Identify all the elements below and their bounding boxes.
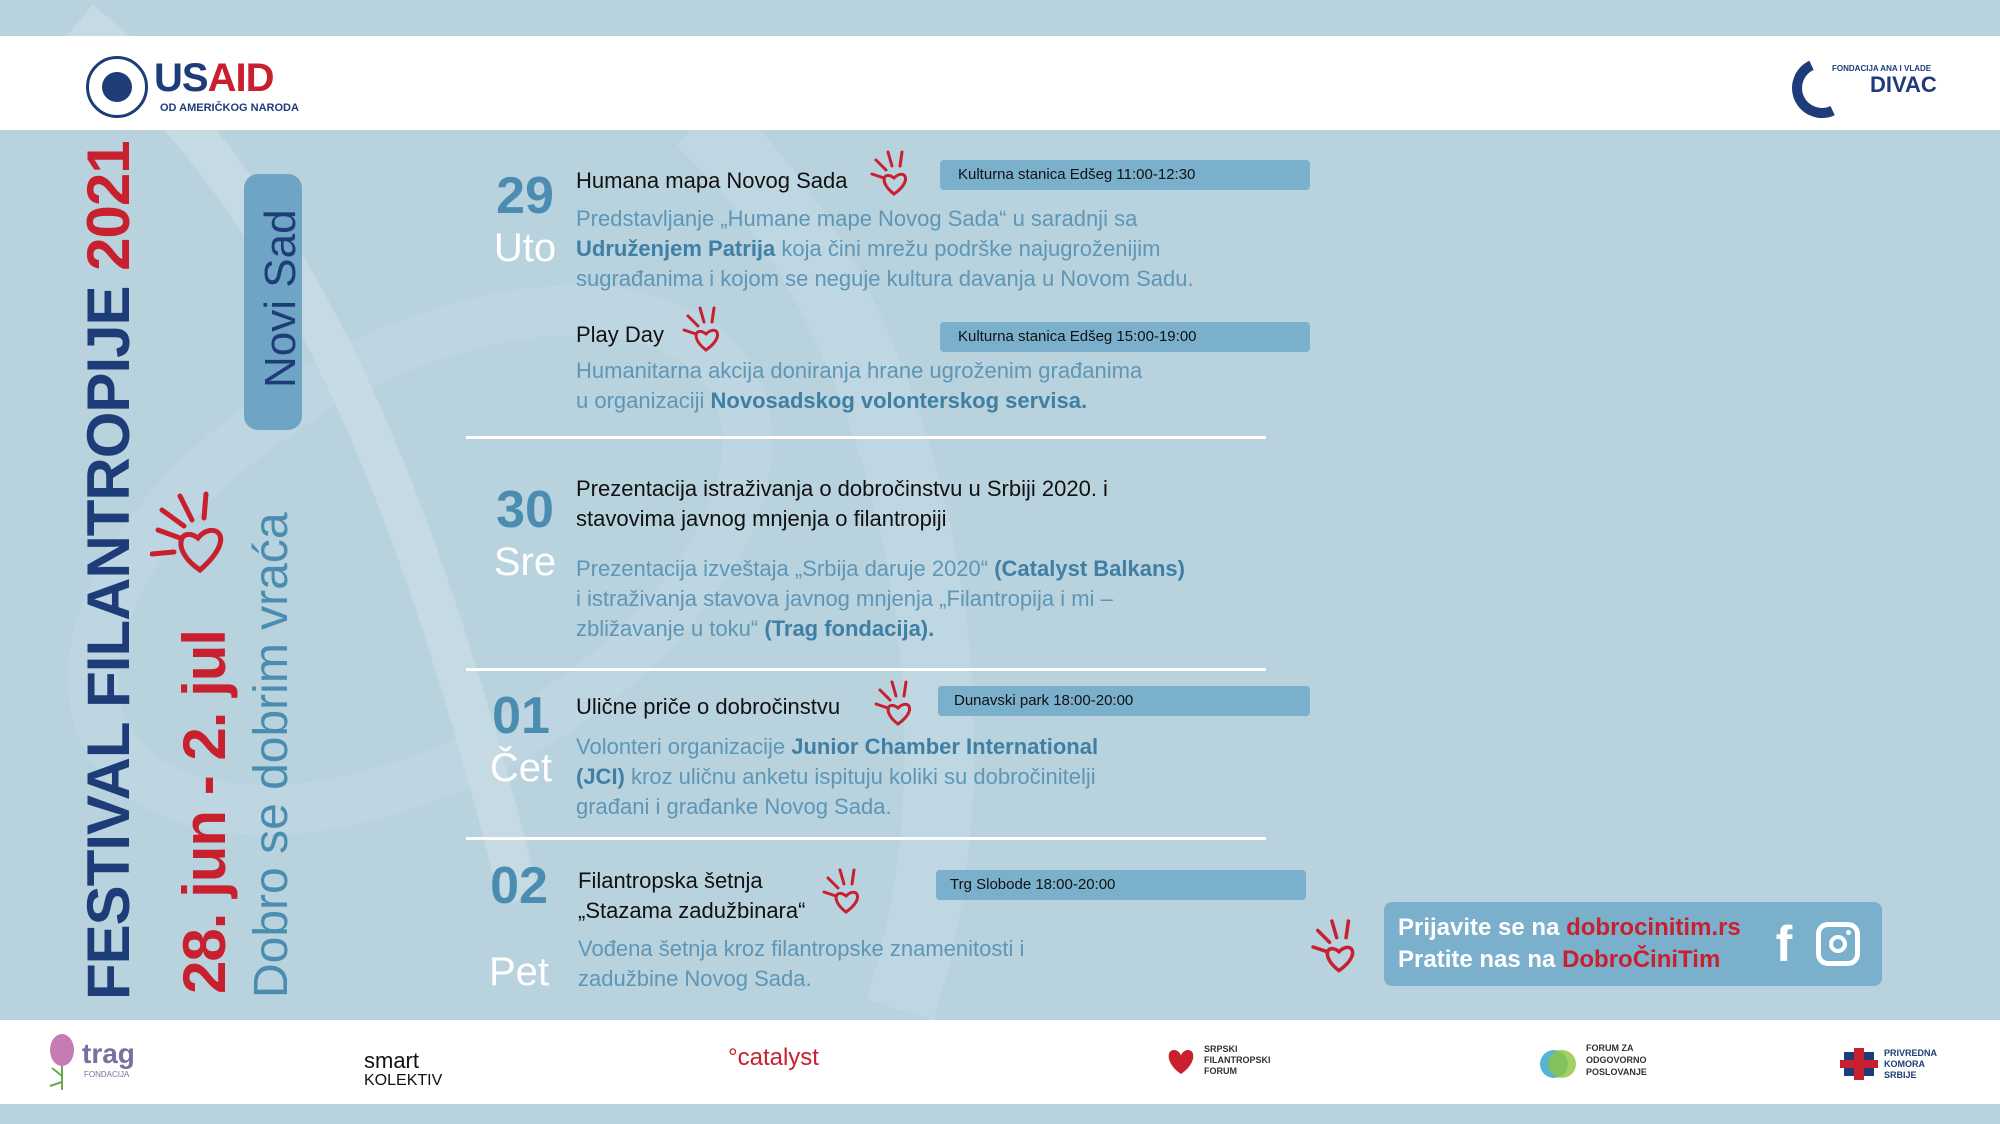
day-name: Uto (493, 226, 557, 270)
festival-slogan: Dobro se dobrim vraća (245, 512, 298, 998)
day-divider (466, 837, 1266, 840)
festival-title: FESTIVAL FILANTROPIJE 2021 (75, 141, 142, 1000)
divac-foundation-logo (1790, 52, 1940, 122)
register-line: Prijavite se na dobrocinitim.rs (1398, 914, 1741, 941)
day-30 (480, 480, 570, 585)
event-location-badge: Kulturna stanica Edšeg 15:00-19:00 (940, 322, 1310, 352)
sff-heart-icon (1164, 1046, 1198, 1076)
usaid-wordmark: USAID (154, 56, 274, 100)
trag-flower-icon (48, 1032, 80, 1094)
day-01 (476, 686, 566, 791)
privredna-komora-srbije-logo: PRIVREDNA KOMORA SRBIJE (1840, 1032, 1960, 1094)
event-location-badge: Trg Slobode 18:00-20:00 (936, 870, 1306, 900)
social-handle-link[interactable]: DobroČiniTim (1562, 946, 1721, 973)
city-name: Novi Sad (256, 209, 305, 388)
smart-kolektiv-logo: smart KOLEKTIV (364, 1048, 443, 1089)
hand-heart-icon (866, 148, 922, 200)
day-name: Sre (493, 540, 557, 584)
day-number: 29 (496, 167, 554, 225)
day-divider (466, 436, 1266, 439)
hand-heart-icon (678, 304, 734, 356)
hand-heart-icon (1306, 916, 1372, 978)
event-description: Predstavljanje „Humane mape Novog Sada“ u saradnji sa Udruženjem Patrija koja čini mrežu podrške najugroženijim sugrađanima i kojom se neguje kultura davanja u Novom Sadu. (576, 206, 1194, 291)
day-name: Pet (488, 950, 550, 994)
day-number: 02 (490, 857, 548, 915)
usaid-subtitle: OD AMERIČKOG NARODA (160, 102, 299, 114)
event-title: Ulične priče o dobročinstvu (576, 694, 841, 719)
event-location-badge: Dunavski park 18:00-20:00 (938, 686, 1310, 716)
event-title: Humana mapa Novog Sada (576, 168, 848, 193)
hand-heart-icon (150, 490, 244, 592)
event-description: Prezentacija izveštaja „Srbija daruje 2020“ (Catalyst Balkans) i istraživanja stavova javnog mnjenja „Filantropija i mi – zbližavanje u toku“ (Trag fondacija). (576, 556, 1185, 641)
event-title: Play Day (576, 322, 665, 347)
event-location-badge: Kulturna stanica Edšeg 11:00-12:30 (940, 160, 1310, 190)
day-number: 30 (496, 481, 554, 539)
usaid-logo (86, 54, 306, 120)
hand-heart-icon (870, 678, 926, 730)
forum-odgovorno-poslovanje-logo: FORUM ZA ODGOVORNO POSLOVANJE (1536, 1032, 1666, 1094)
forum-circles-icon (1536, 1042, 1580, 1086)
trag-logo: trag FONDACIJA (48, 1032, 158, 1094)
partners-bar (0, 1020, 2000, 1104)
facebook-icon[interactable]: f (1775, 916, 1793, 972)
pks-emblem-icon (1840, 1046, 1878, 1082)
festival-dates: 28. jun - 2. jul (171, 629, 238, 994)
day-name: Čet (489, 746, 553, 790)
event-description: Volonteri organizacije Junior Chamber International (JCI) kroz uličnu anketu ispituju koliki su dobročinitelji građani i građanke Novog Sada. (576, 734, 1099, 819)
day-divider (466, 668, 1266, 671)
divac-logo-small-text: FONDACIJA ANA I VLADE (1832, 64, 1932, 73)
event-title: Prezentacija istraživanja o dobročinstvu u Srbiji 2020. i stavovima javnog mnjenja o filantropiji (576, 476, 1108, 531)
event-description: Humanitarna akcija doniranja hrane ugroženim građanima u organizaciji Novosadskog volonterskog servisa. (576, 358, 1143, 413)
instagram-icon[interactable] (1816, 922, 1860, 966)
srpski-filantropski-forum-logo: SRPSKI FILANTROPSKI FORUM (1164, 1032, 1294, 1094)
divac-logo-name: DIVAC (1870, 72, 1937, 97)
follow-line: Pratite nas na DobroČiniTim (1398, 946, 1721, 973)
event-description: Vođena šetnja kroz filantropske znamenitosti i zadužbine Novog Sada. (578, 936, 1025, 991)
day-29 (480, 166, 570, 271)
divac-swoosh-icon (1784, 50, 1861, 127)
day-number: 01 (492, 687, 550, 745)
website-link[interactable]: dobrocinitim.rs (1566, 914, 1741, 941)
event-title: Filantropska šetnja „Stazama zadužbinara“ (578, 868, 806, 923)
usaid-seal-icon (86, 56, 148, 118)
social-box (1384, 902, 1882, 986)
hand-heart-icon (818, 866, 874, 918)
day-02 (474, 856, 564, 995)
catalyst-logo: °catalyst (728, 1044, 819, 1071)
